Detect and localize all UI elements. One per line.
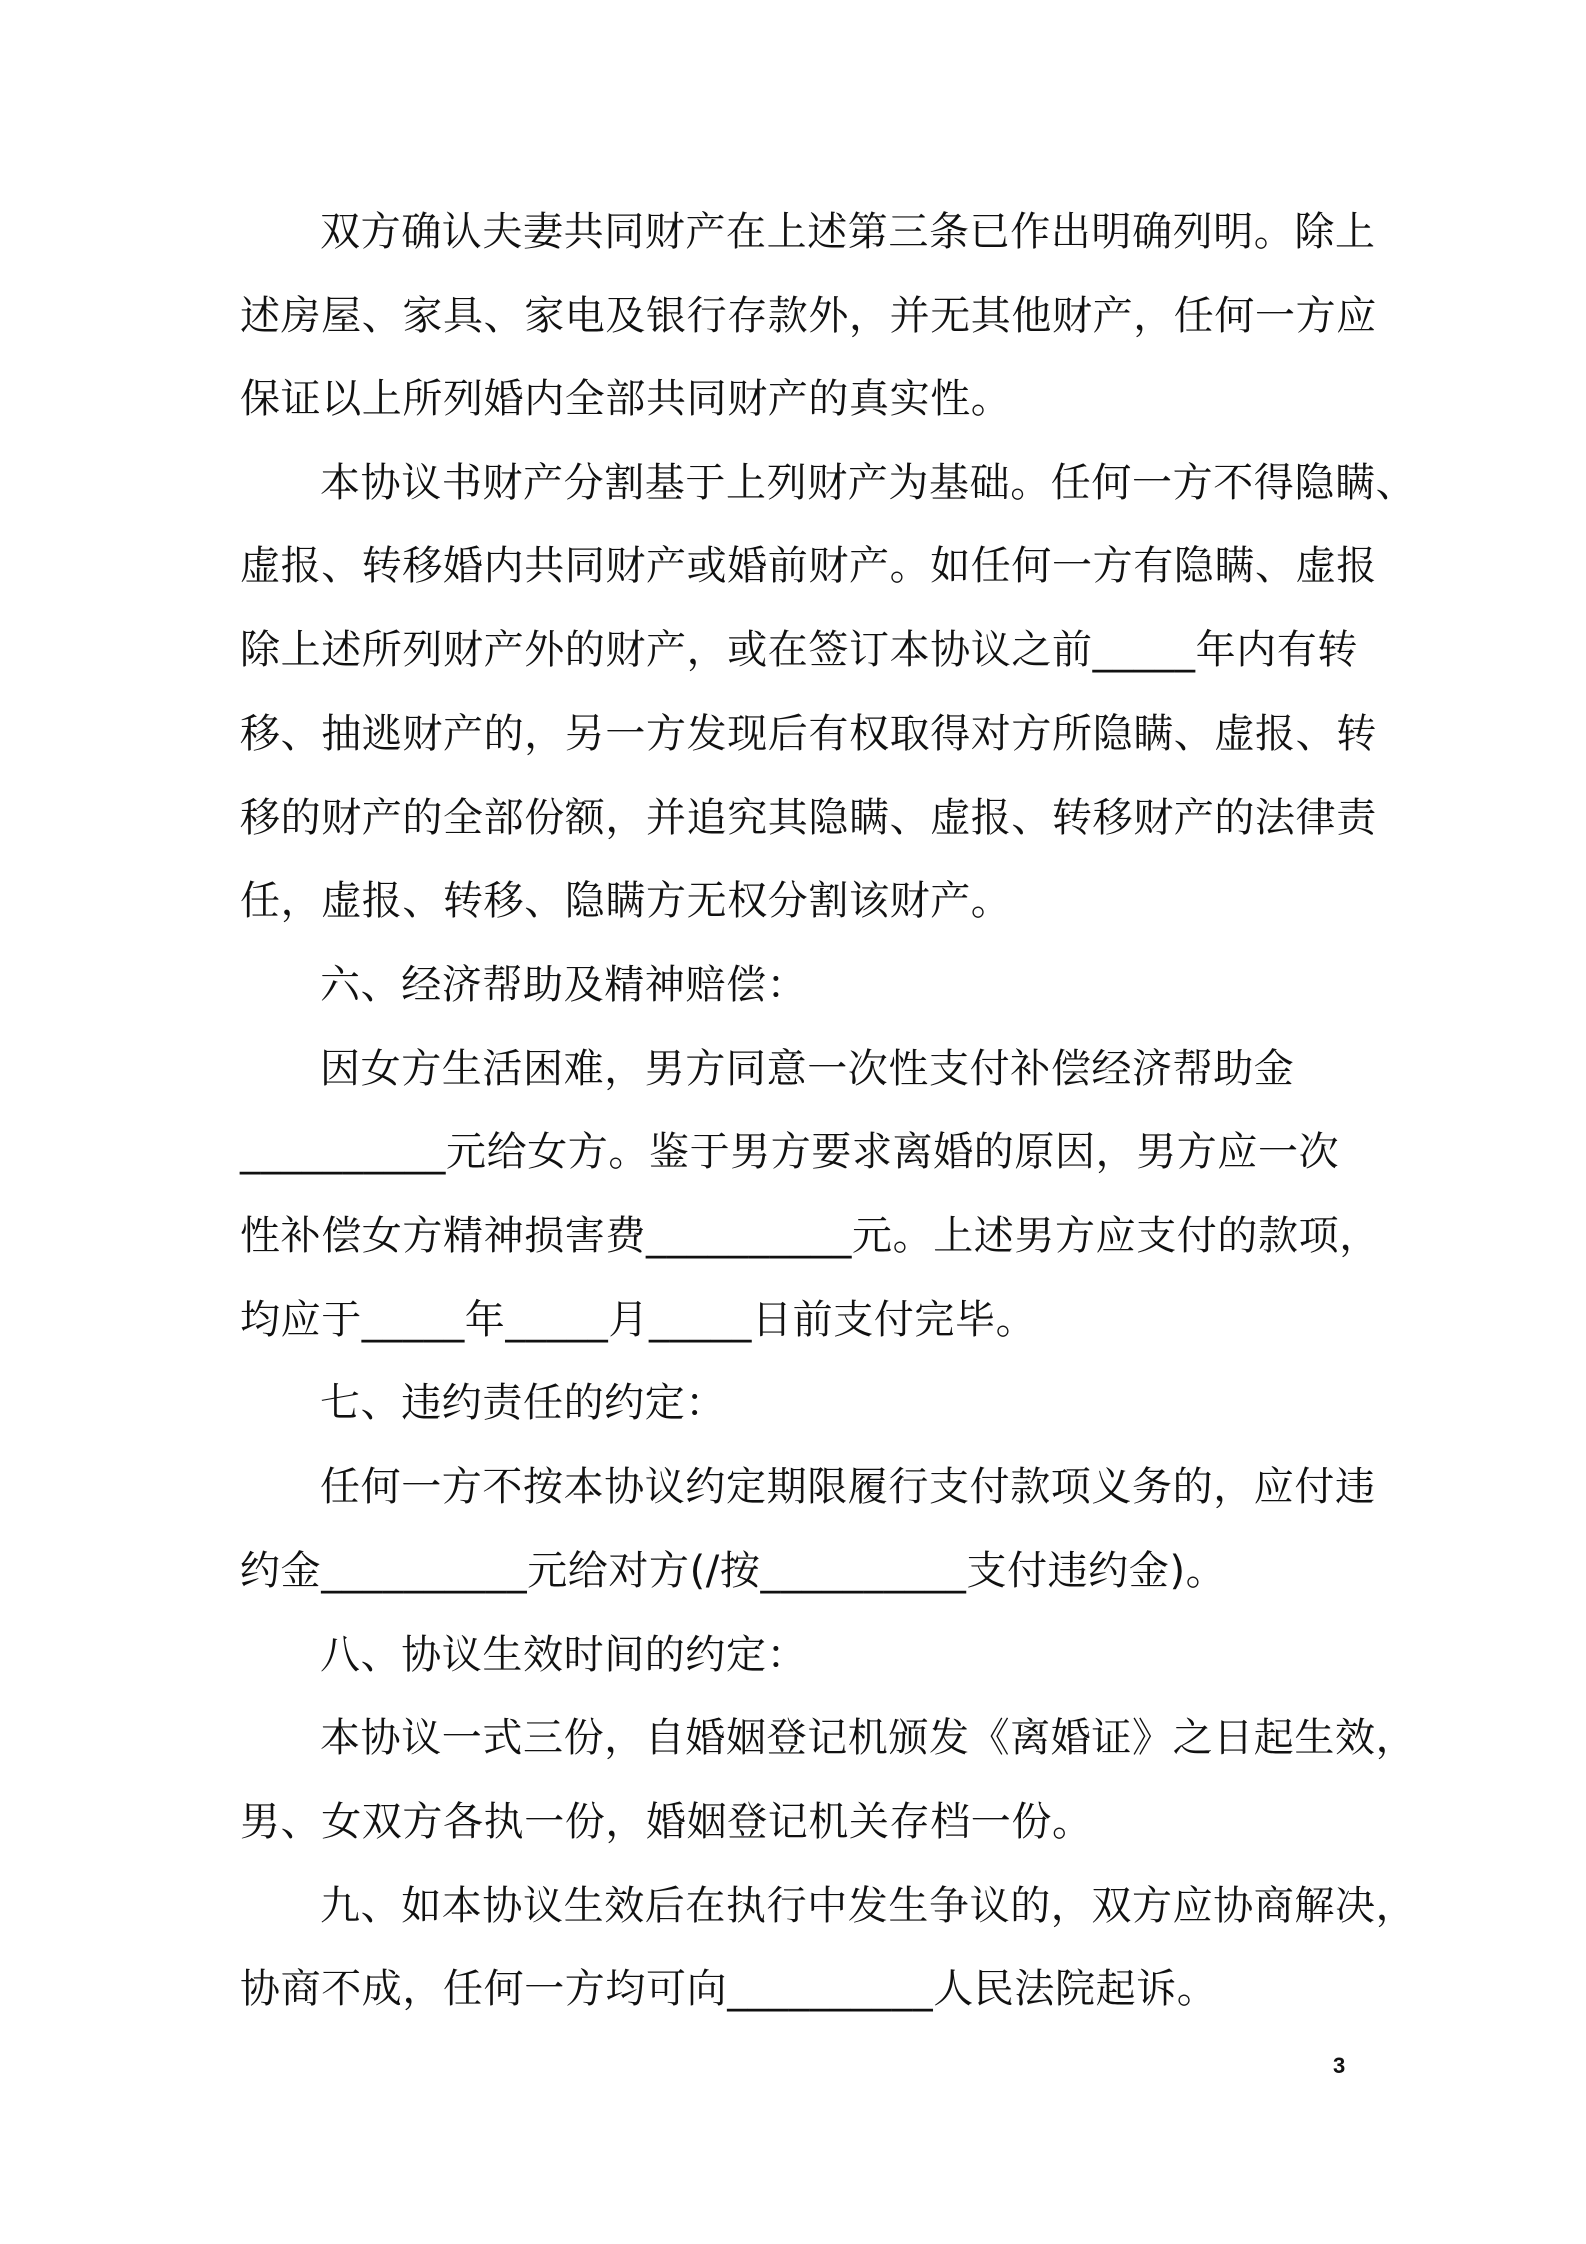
paragraph-line: 虚报、转移婚内共同财产或婚前财产。如任何一方有隐瞒、虚报 <box>240 543 1377 589</box>
paragraph-line: 保证以上所列婚内全部共同财产的真实性。 <box>240 376 1012 422</box>
paragraph-line: 本协议一式三份，自婚姻登记机颁发《离婚证》之日起生效， <box>320 1715 1417 1761</box>
paragraph-line: 因女方生活困难，男方同意一次性支付补偿经济帮助金 <box>320 1046 1295 1092</box>
paragraph-line: 约金__________元给对方(/按__________支付违约金)。 <box>240 1548 1227 1594</box>
paragraph-line: 除上述所列财产外的财产，或在签订本协议之前_____年内有转 <box>240 627 1358 673</box>
paragraph-line: 均应于_____年_____月_____日前支付完毕。 <box>240 1297 1037 1343</box>
paragraph-line: 任何一方不按本协议约定期限履行支付款项义务的，应付违 <box>320 1464 1376 1510</box>
paragraph-line: 男、女双方各执一份，婚姻登记机关存档一份。 <box>240 1799 1093 1845</box>
paragraph-line: 双方确认夫妻共同财产在上述第三条已作出明确列明。除上 <box>320 209 1376 255</box>
paragraph-line: 九、如本协议生效后在执行中发生争议的，双方应协商解决， <box>320 1883 1417 1929</box>
paragraph-line: 移的财产的全部份额，并追究其隐瞒、虚报、转移财产的法律责 <box>240 795 1377 841</box>
paragraph-line: 本协议书财产分割基于上列财产为基础。任何一方不得隐瞒、 <box>320 460 1417 506</box>
paragraph-line: 述房屋、家具、家电及银行存款外，并无其他财产，任何一方应 <box>240 293 1377 339</box>
paragraph-line: 任，虚报、转移、隐瞒方无权分割该财产。 <box>240 878 1012 924</box>
page-number: 3 <box>1333 2053 1346 2078</box>
section-heading: 七、违约责任的约定： <box>320 1380 726 1426</box>
paragraph-line: 移、抽逃财产的，另一方发现后有权取得对方所隐瞒、虚报、转 <box>240 711 1377 757</box>
paragraph-line: __________元给女方。鉴于男方要求离婚的原因，男方应一次 <box>240 1129 1340 1175</box>
section-heading: 八、协议生效时间的约定： <box>320 1632 808 1678</box>
paragraph-line: 性补偿女方精神损害费__________元。上述男方应支付的款项， <box>240 1213 1380 1259</box>
section-heading: 六、经济帮助及精神赔偿： <box>320 962 808 1008</box>
paragraph-line: 协商不成，任何一方均可向__________人民法院起诉。 <box>240 1966 1218 2012</box>
